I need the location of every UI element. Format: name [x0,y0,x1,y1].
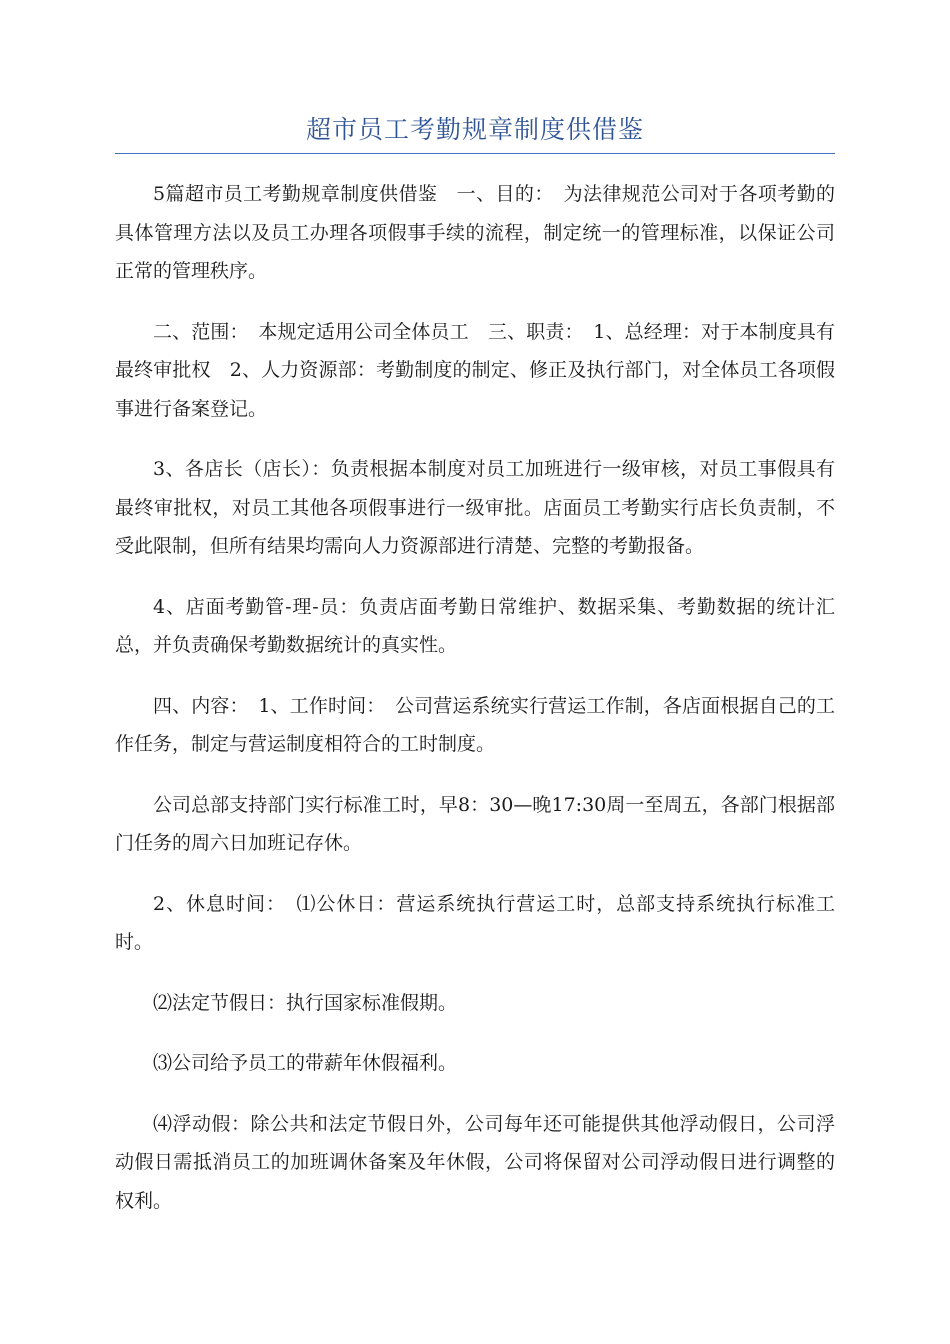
document-title: 超市员工考勤规章制度供借鉴 [305,115,644,144]
paragraph-attendance-admin: 4、店面考勤管-理-员：负责店面考勤日常维护、数据采集、考勤数据的统计汇总，并负责确保考勤数据统计的真实性。 [115,595,835,656]
paragraph-hq-hours: 公司总部支持部门实行标准工时，早8：30—晚17:30周一至周五，各部门根据部门任务的周六日加班记存休。 [115,793,835,854]
paragraph-purpose: 5篇超市员工考勤规章制度供借鉴 一、目的： 为法律规范公司对于各项考勤的具体管理方法以及员工办理各项假事手续的流程，制定统一的管理标准，以保证公司正常的管理秩序。 [115,183,835,282]
paragraph-rest-time: 2、休息时间： ⑴公休日：营运系统执行营运工时，总部支持系统执行标准工时。 [115,892,835,953]
paragraph-annual-leave: ⑶公司给予员工的带薪年休假福利。 [153,1052,458,1074]
paragraph-work-hours: 四、内容： 1、工作时间： 公司营运系统实行营运工作制，各店面根据自己的工作任务，制定与营运制度相符合的工时制度。 [115,694,835,755]
paragraph-statutory-holidays: ⑵法定节假日：执行国家标准假期。 [153,991,458,1014]
paragraph-floating-holiday: ⑷浮动假：除公共和法定节假日外，公司每年还可能提供其他浮动假日，公司浮动假日需抵消员工的加班调休备案及年休假，公司将保留对公司浮动假日进行调整的权利。 [115,1112,835,1212]
title-underline [115,153,835,154]
paragraph-store-manager: 3、各店长（店长）：负责根据本制度对员工加班进行一级审核，对员工事假具有最终审批权，对员工其他各项假事进行一级审批。店面员工考勤实行店长负责制，不受此限制，但所有结果均需向人力资源部进行清楚、完整的考勤报备。 [115,458,835,557]
paragraph-scope-duties: 二、范围： 本规定适用公司全体员工 三、职责： 1、总经理：对于本制度具有最终审批权 2、人力资源部：考勤制度的制定、修正及执行部门，对全体员工各项假事进行备案登记。 [115,320,835,420]
document-body [115,175,835,1242]
